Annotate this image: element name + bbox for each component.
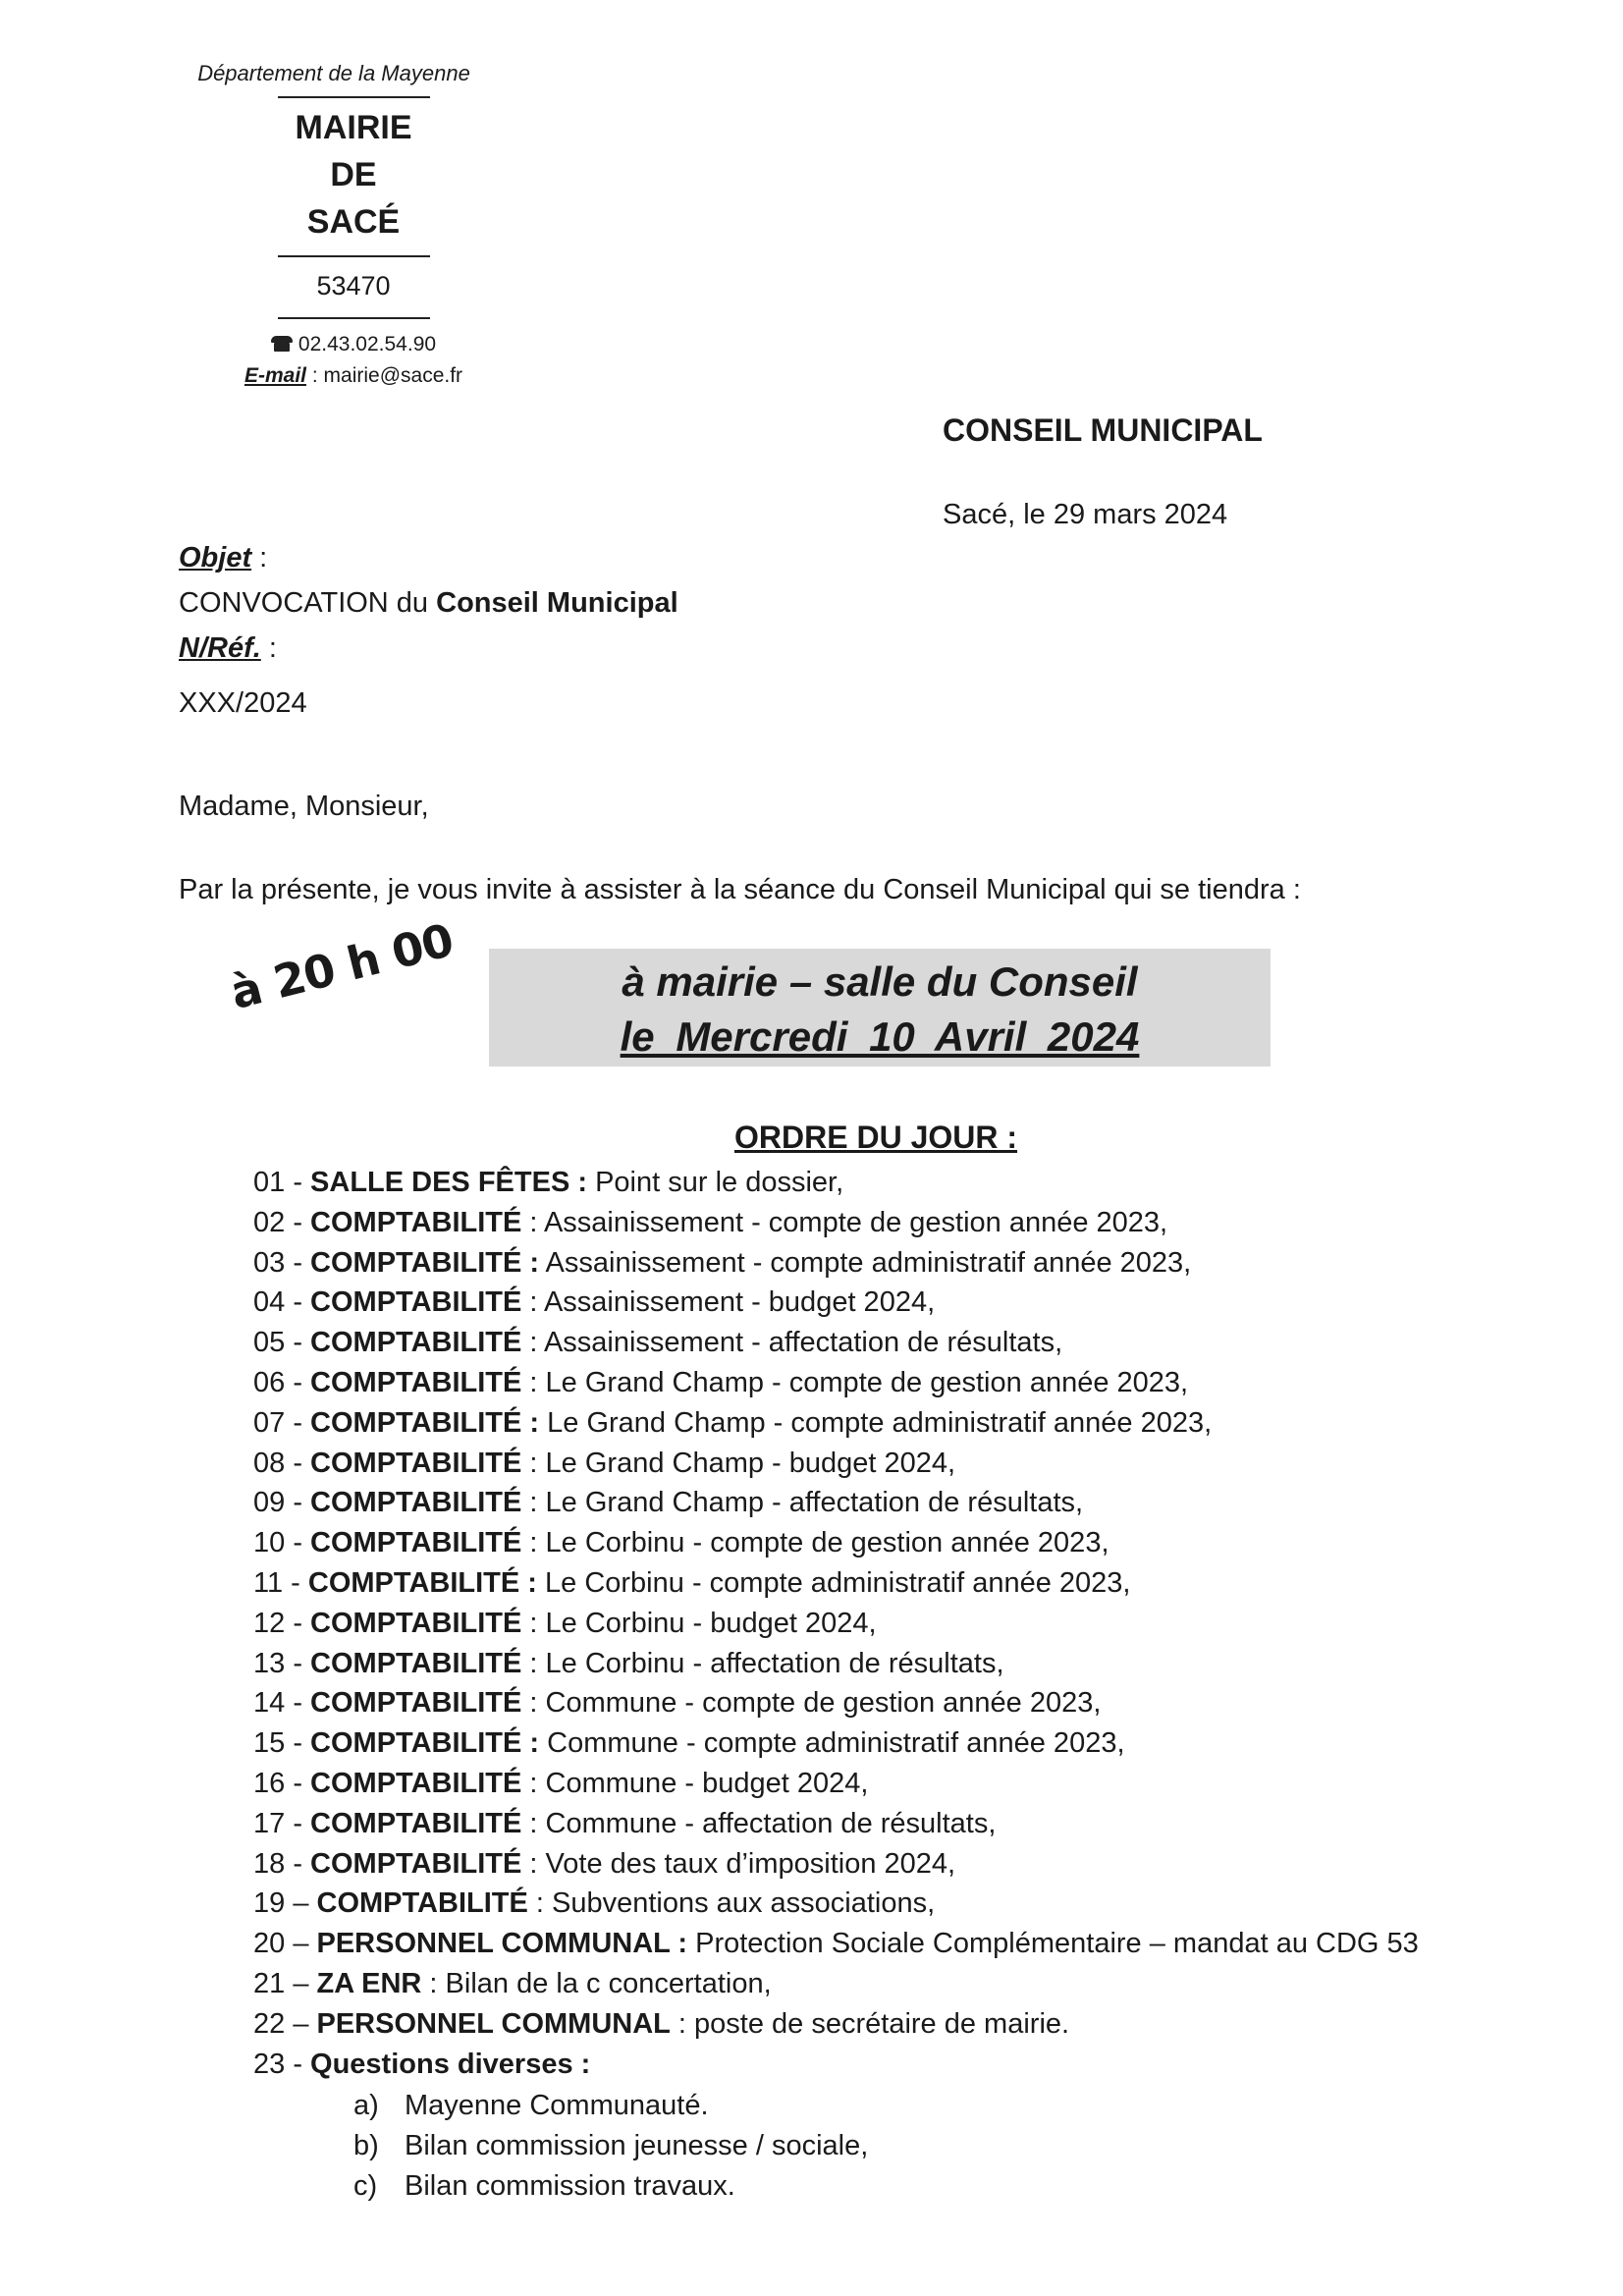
email-separator: :	[306, 364, 324, 387]
agenda-item-text: : Le Grand Champ - budget 2024,	[521, 1447, 956, 1479]
agenda-item-number: 10 -	[253, 1527, 311, 1559]
agenda-item-number: 03 -	[253, 1246, 311, 1279]
agenda-item-text: : Subventions aux associations,	[527, 1887, 936, 1920]
agenda-item-heading: COMPTABILITÉ	[310, 1327, 522, 1359]
agenda-list	[253, 1163, 1530, 2084]
agenda-item-number: 14 -	[253, 1687, 311, 1720]
phone-line	[157, 329, 550, 360]
agenda-item-number: 21 –	[253, 1967, 317, 1999]
agenda-item-heading: COMPTABILITÉ	[310, 1847, 522, 1880]
sub-item-text: Mayenne Communauté.	[405, 2090, 709, 2121]
agenda-item-number: 01 -	[253, 1167, 311, 1198]
agenda-item-text: Protection Sociale Complémentaire – mandat au CDG 53	[687, 1928, 1419, 1960]
agenda-item-text: : Le Corbinu - compte de gestion année 2023,	[521, 1527, 1109, 1559]
agenda-item	[253, 1644, 1530, 1684]
agenda-item-heading: ZA ENR	[316, 1967, 422, 1999]
agenda-item-number: 20 –	[253, 1928, 317, 1960]
postcode: 53470	[316, 271, 391, 301]
phone-icon	[271, 336, 293, 352]
agenda-item	[253, 2004, 1530, 2045]
sub-item	[353, 2126, 868, 2166]
agenda-item-number: 05 -	[253, 1327, 311, 1359]
email-line	[157, 360, 550, 392]
agenda-item	[253, 1203, 1530, 1243]
agenda-item-number: 08 -	[253, 1447, 311, 1479]
agenda-item-number: 11 -	[253, 1566, 308, 1599]
sub-item-marker: b)	[353, 2130, 379, 2161]
agenda-item-number: 12 -	[253, 1607, 311, 1639]
agenda-item-text: Commune - compte administratif année 2023,	[539, 1727, 1125, 1760]
sub-item	[353, 2086, 868, 2126]
mairie-name	[157, 104, 550, 246]
agenda-item-number: 23 -	[253, 2048, 311, 2080]
agenda-item-text: : Bilan de la c concertation,	[421, 1967, 772, 1999]
agenda-item-number: 02 -	[253, 1206, 311, 1238]
agenda-item	[253, 1444, 1530, 1484]
ref-value: XXX/2024	[179, 687, 307, 719]
sub-item	[353, 2166, 868, 2207]
agenda-item-text: : Assainissement - compte de gestion année 2023,	[521, 1206, 1168, 1238]
sub-item-text: Bilan commission jeunesse / sociale,	[405, 2130, 869, 2161]
agenda-item	[253, 1804, 1530, 1844]
agenda-item-number: 06 -	[253, 1366, 311, 1398]
agenda-item-text: Le Corbinu - compte administratif année 2023,	[536, 1566, 1131, 1599]
agenda-item-text: : Le Grand Champ - affectation de résultats,	[521, 1487, 1084, 1519]
agenda-item-heading: COMPTABILITÉ :	[307, 1566, 537, 1599]
agenda-item-text: : Le Grand Champ - compte de gestion année 2023,	[521, 1366, 1189, 1398]
sub-item-marker: c)	[353, 2170, 378, 2202]
ref-label-suffix: :	[260, 632, 277, 664]
greeting: Madame, Monsieur,	[179, 791, 429, 822]
mairie-line-2: DE	[330, 156, 377, 193]
agenda-item-heading: COMPTABILITÉ	[310, 1687, 522, 1720]
divider	[278, 317, 430, 319]
agenda-item	[253, 1483, 1530, 1523]
phone-number: 02.43.02.54.90	[298, 333, 437, 355]
agenda-item-text: Assainissement - compte administratif année 2023,	[539, 1246, 1192, 1279]
agenda-item	[253, 1403, 1530, 1444]
agenda-item-number: 16 -	[253, 1767, 311, 1799]
agenda-item-heading: SALLE DES FÊTES :	[310, 1167, 588, 1198]
objet-text-prefix: CONVOCATION du	[179, 587, 437, 619]
contact-info	[157, 329, 550, 392]
agenda-item	[253, 1243, 1530, 1284]
document-title: CONSEIL MUNICIPAL	[943, 412, 1263, 448]
objet-text	[179, 580, 678, 626]
mairie-line-3: SACÉ	[306, 203, 401, 241]
agenda-item	[253, 1163, 1530, 1203]
agenda-item-heading: COMPTABILITÉ	[310, 1286, 522, 1319]
agenda-item-heading: COMPTABILITÉ :	[310, 1727, 540, 1760]
agenda-item-heading: COMPTABILITÉ	[310, 1447, 522, 1479]
agenda-item-text: : Le Corbinu - affectation de résultats,	[521, 1647, 1004, 1679]
agenda-item	[253, 1844, 1530, 1885]
agenda-item	[253, 1723, 1530, 1764]
agenda-item-heading: COMPTABILITÉ	[310, 1487, 522, 1519]
agenda-title: ORDRE DU JOUR :	[734, 1120, 1018, 1155]
agenda-item-text: : Commune - affectation de résultats,	[521, 1807, 997, 1839]
department-name: Département de la Mayenne	[197, 61, 470, 85]
objet-text-bold: Conseil Municipal	[436, 587, 678, 619]
agenda-item	[253, 1683, 1530, 1723]
agenda-item	[253, 1964, 1530, 2004]
agenda-item-number: 07 -	[253, 1406, 311, 1439]
agenda-item-number: 04 -	[253, 1286, 311, 1319]
meeting-day: le Mercredi 10 Avril 2024	[620, 1013, 1140, 1060]
agenda-item-heading: PERSONNEL COMMUNAL	[316, 2007, 671, 2040]
agenda-item-heading: COMPTABILITÉ	[310, 1647, 522, 1679]
agenda-item-heading: COMPTABILITÉ	[310, 1206, 522, 1238]
agenda-item-text: Le Grand Champ - compte administratif année 2023,	[539, 1406, 1213, 1439]
mairie-line-1: MAIRIE	[295, 109, 412, 146]
agenda-item-heading: COMPTABILITÉ :	[310, 1246, 540, 1279]
agenda-item-heading: COMPTABILITÉ	[310, 1807, 522, 1839]
agenda-item-text: : Vote des taux d’imposition 2024,	[521, 1847, 956, 1880]
objet-block	[179, 535, 678, 726]
agenda-item-number: 18 -	[253, 1847, 311, 1880]
agenda-item-text: : poste de secrétaire de mairie.	[670, 2007, 1070, 2040]
agenda-item	[253, 1523, 1530, 1563]
intro-paragraph: Par la présente, je vous invite à assister à la séance du Conseil Municipal qui se tiendra :	[179, 874, 1301, 905]
sub-item-text: Bilan commission travaux.	[405, 2170, 735, 2202]
agenda-item-heading: COMPTABILITÉ	[310, 1366, 522, 1398]
agenda-item	[253, 1924, 1530, 1964]
agenda-item-number: 13 -	[253, 1647, 311, 1679]
agenda-item-text: : Le Corbinu - budget 2024,	[521, 1607, 877, 1639]
objet-label-suffix: :	[251, 542, 268, 574]
agenda-item-text: : Commune - compte de gestion année 2023,	[521, 1687, 1102, 1720]
email-label: E-mail	[243, 364, 306, 387]
agenda-item-heading: COMPTABILITÉ	[316, 1887, 528, 1920]
agenda-item-heading: PERSONNEL COMMUNAL :	[316, 1928, 688, 1960]
objet-label-line	[179, 535, 678, 580]
agenda-item	[253, 1363, 1530, 1403]
divider	[278, 96, 430, 98]
sub-item-marker: a)	[353, 2090, 379, 2121]
agenda-item	[253, 1563, 1530, 1604]
agenda-item-heading: COMPTABILITÉ :	[310, 1406, 540, 1439]
divider	[278, 255, 430, 257]
date-line: Sacé, le 29 mars 2024	[943, 499, 1228, 530]
agenda-item-text: : Commune - budget 2024,	[521, 1767, 869, 1799]
agenda-item	[253, 1283, 1530, 1323]
agenda-item-number: 15 -	[253, 1727, 311, 1760]
agenda-item	[253, 1323, 1530, 1363]
objet-label: Objet	[179, 542, 252, 574]
agenda-item	[253, 1764, 1530, 1804]
agenda-item	[253, 2045, 1530, 2085]
agenda-item-heading: COMPTABILITÉ	[310, 1527, 522, 1559]
agenda-item	[253, 1884, 1530, 1924]
agenda-item-heading: COMPTABILITÉ	[310, 1607, 522, 1639]
ref-label: N/Réf.	[179, 632, 261, 664]
agenda-item-heading: COMPTABILITÉ	[310, 1767, 522, 1799]
questions-diverses-list	[353, 2086, 868, 2207]
meeting-time: à 20 h 00	[225, 912, 459, 1020]
agenda-item-number: 19 –	[253, 1887, 317, 1920]
agenda-item-number: 09 -	[253, 1487, 311, 1519]
agenda-item-text: Point sur le dossier,	[587, 1167, 844, 1198]
letterhead	[157, 61, 550, 392]
agenda-item-text: : Assainissement - affectation de résultats,	[521, 1327, 1063, 1359]
agenda-item	[253, 1604, 1530, 1644]
agenda-item-number: 17 -	[253, 1807, 311, 1839]
email-address: mairie@sace.fr	[323, 364, 463, 387]
meeting-box	[489, 949, 1271, 1066]
agenda-item-heading: Questions diverses :	[310, 2048, 591, 2080]
agenda-item-number: 22 –	[253, 2007, 317, 2040]
agenda-item-text: : Assainissement - budget 2024,	[521, 1286, 936, 1319]
meeting-place: à mairie – salle du Conseil	[622, 958, 1138, 1005]
ref-label-line	[179, 626, 678, 671]
